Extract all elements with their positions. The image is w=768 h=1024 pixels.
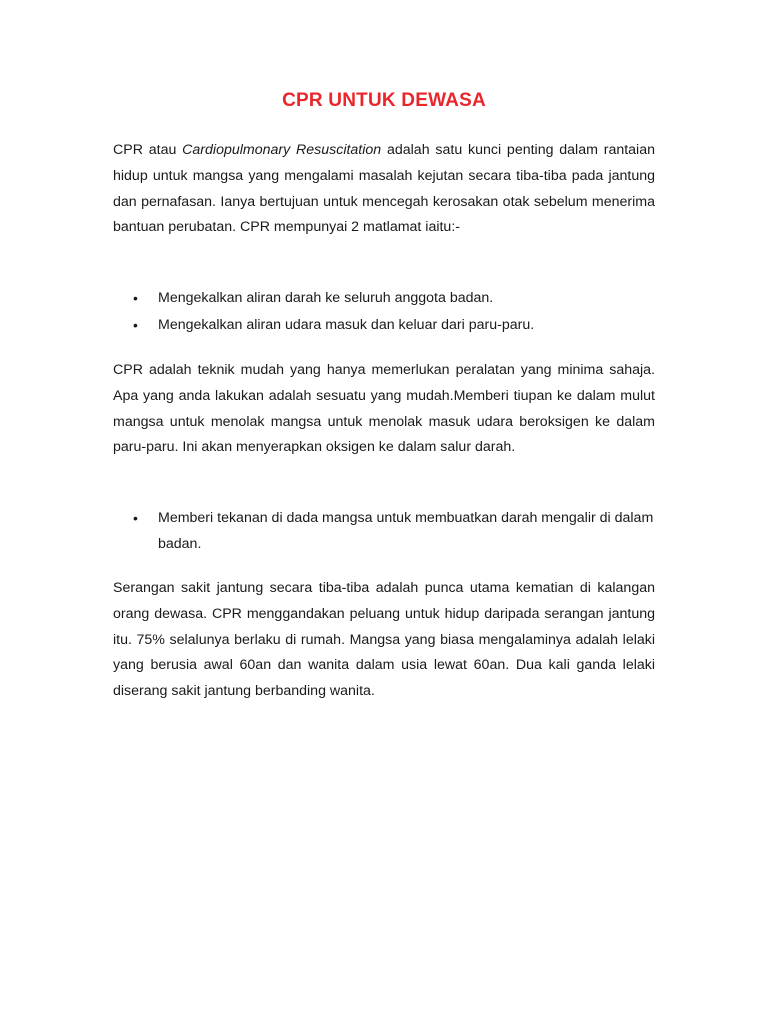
statistics-paragraph: Serangan sakit jantung secara tiba-tiba adalah punca utama kematian di kalangan orang dewasa. CPR menggandakan peluang untuk hidup daripada serangan jantung itu. 75% selalunya berlaku di rumah. Mangsa yang biasa mengalaminya adalah lelaki yang berusia awal 60an dan wanita dalam usia lewat 60an. Dua kali ganda lelaki diserang sakit jantung berbanding wanita.	[113, 580, 655, 700]
intro-text-start: CPR atau	[113, 142, 183, 158]
page-title: CPR UNTUK DEWASA	[282, 90, 486, 111]
list-item-text: Mengekalkan aliran darah ke seluruh anggota badan.	[158, 290, 494, 306]
intro-text-end: adalah satu kunci penting dalam rantaian hidup untuk mangsa yang mengalami masalah kejutan secara tiba-tiba pada jantung dan pernafasan. Ianya bertujuan untuk mencegah kerosakan otak sebelum menerima bantuan perubatan. CPR mempunyai 2 matlamat iaitu:-	[113, 142, 655, 236]
list-item-text: Memberi tekanan di dada mangsa untuk membuatkan darah mengalir di dalam badan.	[158, 510, 654, 552]
list-item-text: Mengekalkan aliran udara masuk dan keluar dari paru-paru.	[158, 316, 535, 333]
list-item	[113, 286, 655, 312]
bullet-icon: •	[133, 316, 138, 333]
bullet-icon: •	[133, 510, 138, 526]
technique-paragraph: CPR adalah teknik mudah yang hanya memerlukan peralatan yang minima sahaja. Apa yang anda lakukan adalah sesuatu yang mudah.Memberi tiupan ke dalam mulut mangsa untuk menolak mangsa untuk menolak masuk udara beroksigen ke dalam paru-paru. Ini akan menyerapkan oksigen ke dalam salur darah.	[113, 362, 655, 456]
bullet-icon: •	[133, 290, 138, 306]
compression-list	[113, 506, 655, 559]
list-item	[113, 506, 655, 558]
goals-list	[113, 286, 655, 340]
list-item	[113, 313, 655, 339]
intro-italic-term: Cardiopulmonary Resuscitation	[182, 142, 382, 158]
intro-paragraph	[113, 138, 655, 241]
